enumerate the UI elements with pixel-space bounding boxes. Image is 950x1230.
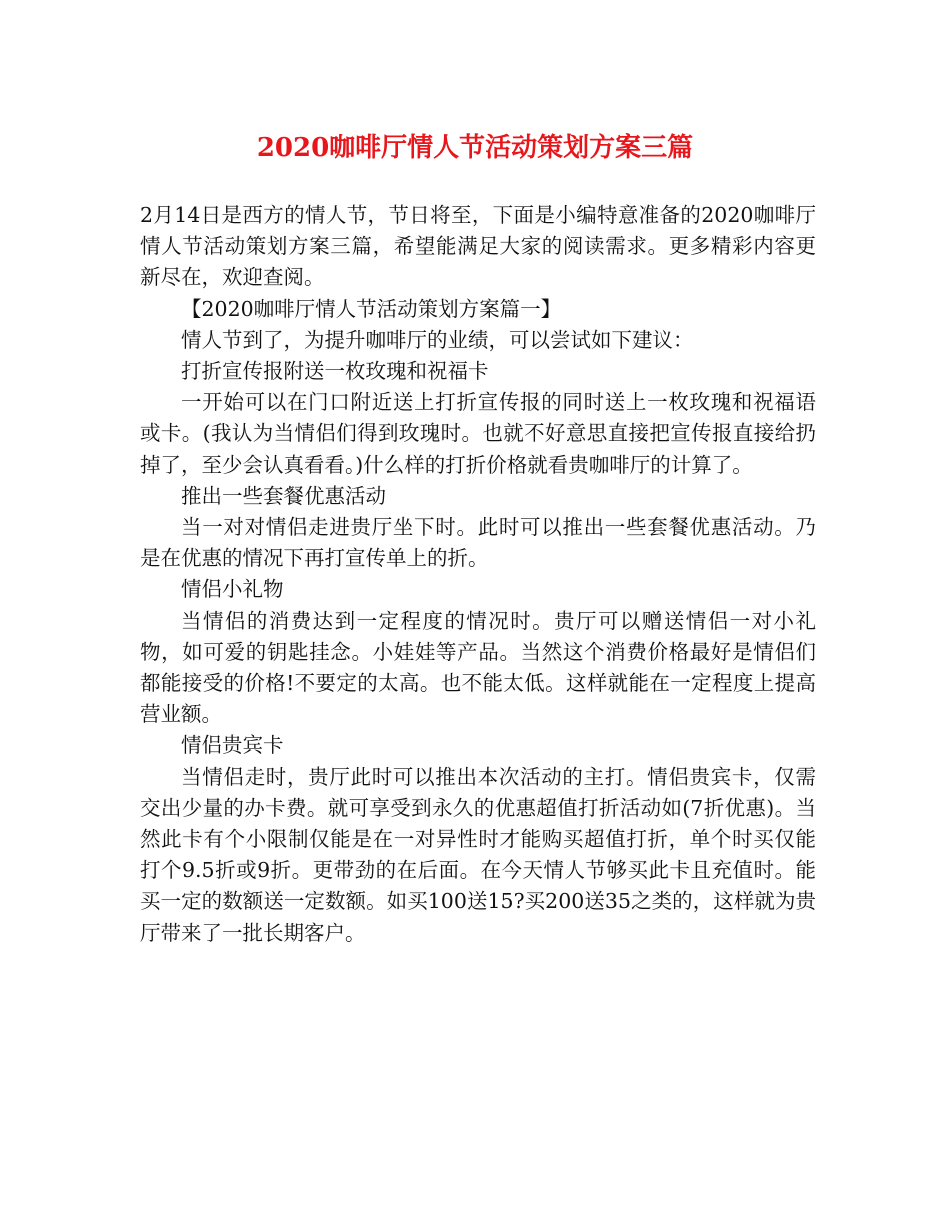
- document-body: [140, 200, 816, 949]
- body-paragraph: 当情侣走时，贵厅此时可以推出本次活动的主打。情侣贵宾卡，仅需交出少量的办卡费。就可享受到永久的优惠超值打折活动如(7折优惠)。当然此卡有个小限制仅能是在一对异性时才能购买超值打折，单个时买仅能打个9.5折或9折。更带劲的在后面。在今天情人节够买此卡且充值时。能买一定的数额送一定数额。如买100送15?买200送35之类的，这样就为贵厅带来了一批长期客户。: [140, 764, 816, 945]
- body-paragraph: 情人节到了，为提升咖啡厅的业绩，可以尝试如下建议：: [181, 327, 694, 352]
- subheading-paragraph: 打折宣传报附送一枚玫瑰和祝福卡: [181, 359, 489, 384]
- document-title: 2020咖啡厅情人节活动策划方案三篇: [256, 133, 694, 163]
- subheading-paragraph: 推出一些套餐优惠活动: [181, 483, 386, 508]
- body-paragraph: 一开始可以在门口附近送上打折宣传报的同时送上一枚玫瑰和祝福语或卡。(我认为当情侣们得到玫瑰时。也就不好意思直接把宣传报直接给扔掉了，至少会认真看看。)什么样的打折价格就看贵咖啡厅的计算了。: [140, 390, 816, 477]
- intro-paragraph: 2月14日是西方的情人节，节日将至，下面是小编特意准备的2020咖啡厅情人节活动策划方案三篇，希望能满足大家的阅读需求。更多精彩内容更新尽在，欢迎查阅。: [140, 203, 816, 290]
- section-heading: 【2020咖啡厅情人节活动策划方案篇一】: [181, 296, 562, 321]
- subheading-paragraph: 情侣小礼物: [181, 577, 284, 602]
- body-paragraph: 当一对对情侣走进贵厅坐下时。此时可以推出一些套餐优惠活动。乃是在优惠的情况下再打宣传单上的折。: [140, 515, 816, 571]
- subheading-paragraph: 情侣贵宾卡: [181, 733, 284, 758]
- body-paragraph: 当情侣的消费达到一定程度的情况时。贵厅可以赠送情侣一对小礼物，如可爱的钥匙挂念。小娃娃等产品。当然这个消费价格最好是情侣们都能接受的价格!不要定的太高。也不能太低。这样就能在一定程度上提高营业额。: [140, 608, 816, 727]
